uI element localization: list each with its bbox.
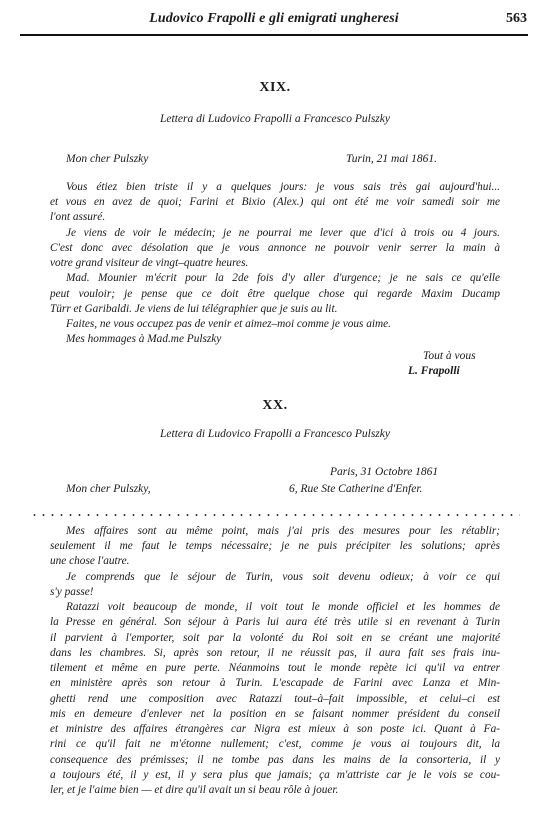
letter-19-line: Faites, ne vous occupez pas de venir et aimez–moi comme je vous aime.: [66, 318, 392, 330]
letter-19-line: Je viens de voir le médecin; je ne pourrai me lever que d'ici à trois ou 4 jours.: [66, 227, 500, 239]
letter-19-line: votre grand visiteur de vingt–quatre heures.: [50, 257, 249, 269]
letter-20-line: ler, et je l'aime bien — et dire qu'il avait un si beau rôle à jouer.: [50, 784, 339, 796]
letter-20-place-date: Paris, 31 Octobre 1861: [330, 466, 439, 478]
letter-20-line: Ratazzi voit beaucoup de monde, il voit tout le monde officiel et les hommes de: [66, 601, 500, 613]
letter-20-line: une chose l'autre.: [50, 555, 130, 567]
letter-19-signature: L. Frapolli: [408, 365, 460, 377]
letter-19-line: Vous étiez bien triste il y a quelques jours: je vous sais très gai aujourd'hui...: [66, 181, 500, 193]
letter-20-salutation: Mon cher Pulszky,: [66, 483, 151, 495]
letter-20-line: Mes affaires sont au même point, mais j'ai pris des mesures pour les rétablir;: [66, 525, 500, 537]
letter-19-line: peut vouloir; je pense que ce doit être quelque chose qui regarde Maxim Ducamp: [50, 288, 500, 300]
page-number: 563: [506, 11, 527, 26]
letter-20-line: rini ce qu'il fait ne m'étonne nullement; c'est, comme je vous ai toujours dit, la: [50, 738, 500, 750]
letter-19-line: Türr et Garibaldi. Je viens de lui télégraphier que je suis au lit.: [50, 303, 338, 315]
letter-20-line: seulement il me faut le temps nécessaire; je ne puis précipiter les solutions; après: [50, 540, 500, 552]
letter-20-number: XX.: [262, 398, 288, 413]
letter-20-heading: Lettera di Ludovico Frapolli a Francesco Pulszky: [160, 428, 390, 440]
letter-19-line: Mes hommages à Mad.me Pulszky: [66, 333, 222, 345]
dotted-separator: [30, 514, 520, 516]
running-title: Ludovico Frapolli e gli emigrati ungheresi: [149, 11, 399, 26]
letter-19-line: Mad. Mounier m'écrit pour la 2de fois d'y aller d'urgence; je ne sais ce qu'elle: [66, 272, 500, 284]
letter-20-line: dans les chambres. Si, après son retour, il ne réussit pas, il aura fait ses frais inu-: [50, 647, 500, 659]
letter-20-line: s'y passe!: [50, 586, 94, 598]
letter-20-line: en ministère après son retour à Turin. L'escapade de Farini avec Lanza et Min-: [50, 677, 500, 689]
letter-20-address: 6, Rue Ste Catherine d'Enfer.: [289, 483, 423, 495]
letter-19-number: XIX.: [259, 80, 291, 95]
header-rule: [20, 34, 528, 36]
letter-19-line: et vous en avez de quoi; Farini et Bixio (Alex.) qui ont été me voir samedi soir me: [50, 196, 500, 208]
letter-20-line: tilement et même en pure perte. Néanmoins tout le monde repète ici qu'il va entrer: [50, 662, 500, 674]
letter-20-line: et ministre des affaires étrangères car Nigra est mieux à son poste ici. Quant à Fa-: [50, 723, 500, 735]
letter-19-salutation: Mon cher Pulszky: [66, 153, 149, 165]
letter-19-heading: Lettera di Ludovico Frapolli a Francesco Pulszky: [160, 113, 390, 125]
letter-19-line: C'est donc avec désolation que je vous annonce ne pouvoir venir serrer la main à: [50, 242, 500, 254]
letter-20-line: la Presse en général. Son séjour à Paris lui aura été très utile si en revenant à Turin: [50, 616, 500, 628]
letter-20-line: mis en demeure d'enlever net la position en se faisant nommer président du conseil: [50, 708, 500, 720]
letter-19-place-date: Turin, 21 mai 1861.: [346, 153, 438, 165]
letter-19-line: l'ont assuré.: [50, 211, 106, 223]
letter-20-line: a toujours été, il y est, il y sera plus que jamais; ça m'attriste car je le vois se cou-: [50, 769, 500, 781]
letter-19-closing: Tout à vous: [423, 350, 476, 362]
letter-20-line: il parvient à l'emporter, soit par la volonté du Roi soit en se créant une majorité: [50, 632, 500, 644]
letter-20-line: ghetti rend une composition avec Ratazzi tout–à–fait impossible, et celui–ci est: [50, 693, 500, 705]
letter-20-line: Je comprends que le séjour de Turin, vous soit devenu odieux; à voir ce qui: [66, 571, 500, 583]
letter-20-line: consequence des prémisses; il ne tombe pas dans les mains de la consorteria, il y: [50, 754, 500, 766]
